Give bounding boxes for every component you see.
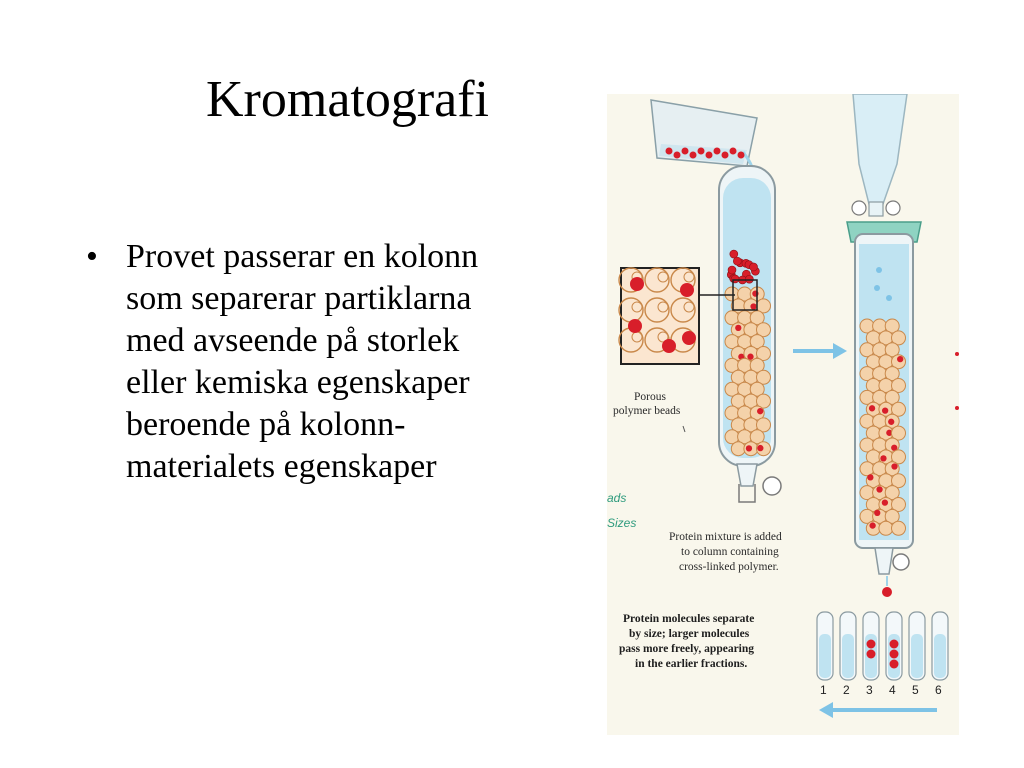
protein-dot-icon bbox=[730, 148, 737, 155]
fraction-number: 1 bbox=[820, 683, 827, 697]
fraction-number: 6 bbox=[935, 683, 942, 697]
bullet-list bbox=[86, 236, 606, 488]
protein-dot-icon bbox=[890, 650, 899, 659]
protein-dot-icon bbox=[867, 650, 876, 659]
bead-icon bbox=[879, 521, 893, 535]
bullet-line-2: som separerar partiklarna bbox=[126, 280, 472, 317]
fraction-number: 2 bbox=[843, 683, 850, 697]
protein-dot-icon bbox=[733, 257, 741, 265]
bullet-line-4: eller kemiska egenskaper bbox=[126, 364, 470, 401]
edge-mark bbox=[955, 352, 959, 356]
bullet-line-6: materialets egenskaper bbox=[126, 448, 437, 485]
fraction-number: 4 bbox=[889, 683, 896, 697]
protein-dot-icon bbox=[750, 303, 756, 309]
slide-title: Kromatografi bbox=[206, 71, 490, 128]
protein-dot-icon bbox=[745, 275, 753, 283]
separate-caption-line2: by size; larger molecules bbox=[629, 628, 750, 640]
bullet-line-3: med avseende på storlek bbox=[126, 322, 460, 359]
bullet-line-1: Provet passerar en kolonn bbox=[126, 238, 479, 275]
fraction-liquid bbox=[819, 634, 831, 678]
protein-dot-icon bbox=[682, 331, 696, 345]
protein-dot-icon bbox=[876, 486, 882, 492]
protein-dot-icon bbox=[897, 356, 903, 362]
fraction-number: 3 bbox=[866, 683, 873, 697]
protein-dot-icon bbox=[728, 266, 736, 274]
protein-dot-icon bbox=[867, 474, 873, 480]
protein-dot-icon bbox=[628, 319, 642, 333]
protein-dot-icon bbox=[706, 152, 713, 159]
droplet-icon bbox=[876, 267, 882, 273]
protein-dot-icon bbox=[757, 445, 763, 451]
protein-dot-icon bbox=[735, 325, 741, 331]
fraction-liquid bbox=[842, 634, 854, 678]
fraction-liquid bbox=[911, 634, 923, 678]
protein-dot-icon bbox=[891, 463, 897, 469]
protein-dot-icon bbox=[757, 408, 763, 414]
protein-dot-icon bbox=[666, 148, 673, 155]
mixture-caption-line3: cross-linked polymer. bbox=[679, 561, 779, 573]
green-edge-label-2: Sizes bbox=[607, 516, 637, 530]
beads-label-line1: Porous bbox=[634, 391, 666, 403]
protein-dot-icon bbox=[880, 455, 886, 461]
protein-dot-icon bbox=[722, 152, 729, 159]
protein-dot-icon bbox=[662, 339, 676, 353]
protein-dot-icon bbox=[746, 445, 752, 451]
protein-dot-icon bbox=[890, 660, 899, 669]
bead-icon bbox=[892, 521, 906, 535]
protein-dot-icon bbox=[682, 148, 689, 155]
separate-caption-line1: Protein molecules separate bbox=[623, 613, 755, 625]
protein-dot-icon bbox=[888, 419, 894, 425]
protein-dot-icon bbox=[874, 510, 880, 516]
protein-dot-icon bbox=[890, 640, 899, 649]
protein-dot-icon bbox=[750, 263, 758, 271]
green-edge-label-1: ads bbox=[607, 491, 627, 505]
protein-dot-icon bbox=[674, 152, 681, 159]
protein-dot-icon bbox=[630, 277, 644, 291]
beads-label-line2: polymer beads bbox=[613, 405, 681, 417]
protein-dot-icon bbox=[698, 148, 705, 155]
bullet-line-5: beroende på kolonn- bbox=[126, 406, 406, 443]
separate-caption-line4: in the earlier fractions. bbox=[635, 658, 748, 670]
separate-caption-line3: pass more freely, appearing bbox=[619, 643, 755, 655]
protein-dot-icon bbox=[882, 407, 888, 413]
mixture-caption-line1: Protein mixture is added bbox=[669, 531, 782, 543]
droplet-icon bbox=[886, 295, 892, 301]
bead-icon bbox=[731, 442, 745, 456]
protein-dot-icon bbox=[869, 405, 875, 411]
protein-dot-icon bbox=[690, 152, 697, 159]
mixture-caption-line2: to column containing bbox=[681, 546, 779, 558]
protein-dot-icon bbox=[869, 522, 875, 528]
protein-dot-icon bbox=[714, 148, 721, 155]
bullet-dot-icon: • bbox=[86, 238, 98, 275]
fraction-liquid bbox=[934, 634, 946, 678]
protein-dot-icon bbox=[882, 499, 888, 505]
protein-dot-icon bbox=[738, 152, 745, 159]
chromatography-figure bbox=[607, 94, 959, 735]
fraction-number: 5 bbox=[912, 683, 919, 697]
edge-mark bbox=[955, 406, 959, 410]
protein-dot-icon bbox=[867, 640, 876, 649]
bullet-item bbox=[86, 236, 606, 488]
protein-dot-icon bbox=[680, 283, 694, 297]
protein-dot-icon bbox=[730, 250, 738, 258]
droplet-icon bbox=[874, 285, 880, 291]
